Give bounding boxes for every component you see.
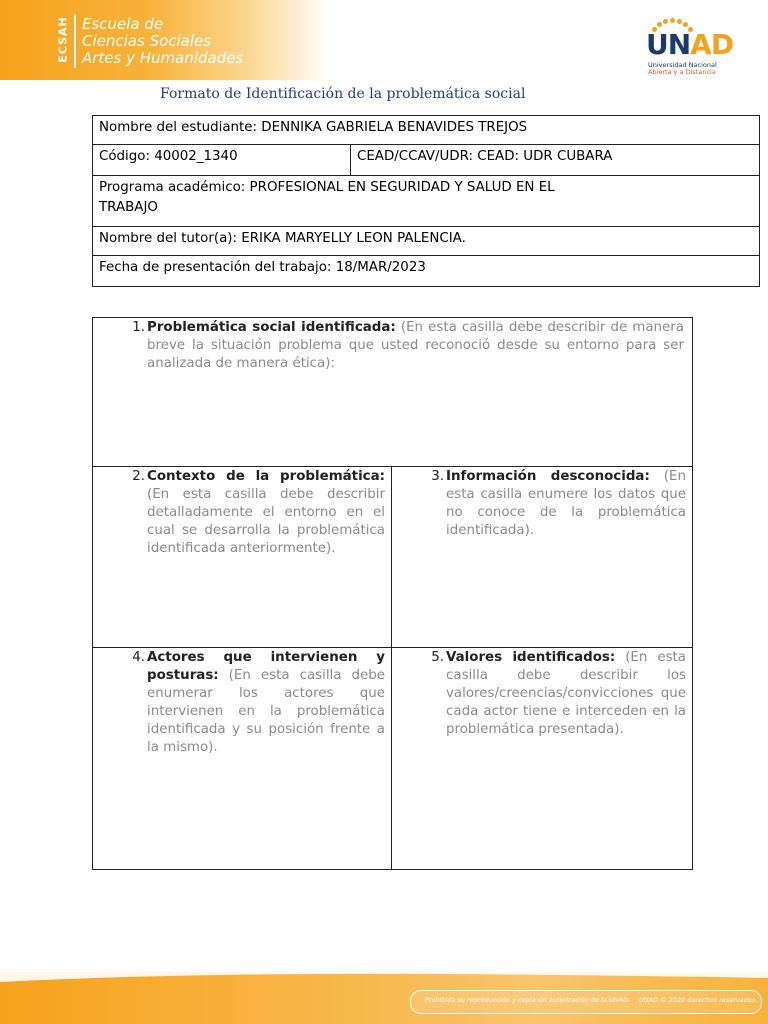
school-line: Ciencias Sociales <box>82 32 212 50</box>
header-banner <box>0 0 330 80</box>
logo-subtitle: Universidad Nacional Abierta y a Distancia <box>648 61 717 76</box>
code-cell: Código: 40002_1340 <box>93 145 351 176</box>
question-cell-3: 3. Información desconocida: (En esta casilla enumere los datos que no conoce de la problemática identificada). <box>392 467 693 648</box>
program-cell: Programa académico: PROFESIONAL EN SEGURIDAD Y SALUD EN EL TRABAJO <box>93 176 760 227</box>
school-name <box>82 16 243 67</box>
footer-copyright: UNAD © 2020 derechos reservados. <box>639 996 758 1004</box>
student-info-table <box>92 115 760 287</box>
ecsah-badge: ECSAH <box>56 16 70 63</box>
logo-wordmark: UNAD <box>646 28 734 61</box>
date-cell: Fecha de presentación del trabajo: 18/MAR/2023 <box>93 256 760 287</box>
school-line: Artes y Humanidades <box>82 49 244 67</box>
unad-logo <box>640 18 740 78</box>
footer-banner <box>0 972 768 1024</box>
cead-cell: CEAD/CCAV/UDR: CEAD: UDR CUBARA <box>351 145 760 176</box>
document-title: Formato de Identificación de la problemática social <box>160 86 526 102</box>
questions-table <box>92 317 693 870</box>
tutor-cell: Nombre del tutor(a): ERIKA MARYELLY LEON PALENCIA. <box>93 227 760 256</box>
question-cell-5: 5. Valores identificados: (En esta casilla debe describir los valores/creencias/convicciones que cada actor tiene e interceden en la problemática presentada). <box>392 648 693 870</box>
question-cell-2: 2. Contexto de la problemática: (En esta casilla debe describir detalladamente el entorno en el cual se desarrolla la problemática identificada anteriormente). <box>93 467 392 648</box>
footer-notice-pill <box>410 990 762 1014</box>
question-cell-1: 1. Problemática social identificada: (En esta casilla debe describir de manera breve la situación problema que usted reconoció desde su entorno para ser analizada de manera ética): <box>93 318 693 467</box>
school-line: Escuela de <box>82 15 164 33</box>
banner-divider <box>74 14 76 68</box>
student-name-cell: Nombre del estudiante: DENNIKA GABRIELA BENAVIDES TREJOS <box>93 116 760 145</box>
question-cell-4: 4. Actores que intervienen y posturas: (En esta casilla debe enumerar los actores que intervienen en la problemática identificada y su posición frente a la mismo). <box>93 648 392 870</box>
footer-notice: Prohibida su reproducción y copia sin autorización de la UNAD. <box>425 996 631 1004</box>
